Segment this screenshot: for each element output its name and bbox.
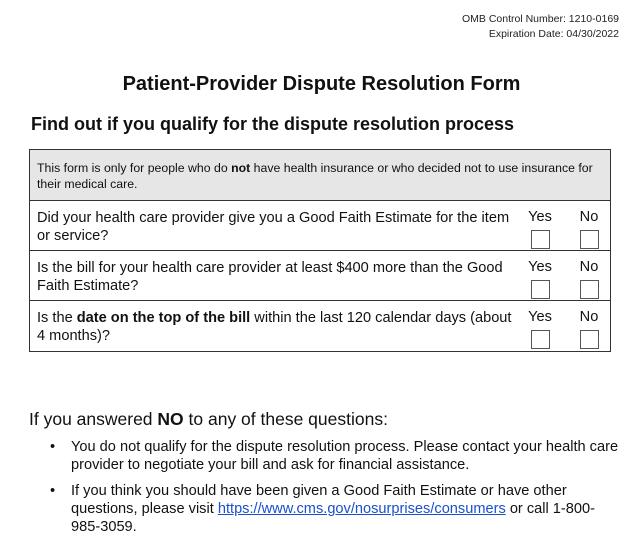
yes-label: Yes <box>528 309 552 325</box>
question-3-emphasis: date on the top of the bill <box>76 310 251 326</box>
guidance-list <box>50 438 620 544</box>
answered-no-post: to any of these questions: <box>183 409 388 429</box>
omb-control-number: OMB Control Number: 1210-0169 <box>462 13 619 25</box>
q3-yes-checkbox[interactable] <box>531 330 550 349</box>
q3-no-checkbox[interactable] <box>580 330 599 349</box>
q2-yes <box>522 259 558 299</box>
answered-no-heading <box>29 409 388 430</box>
answered-no-pre: If you answered <box>29 409 158 429</box>
no-label: No <box>579 309 599 325</box>
q2-no-checkbox[interactable] <box>580 280 599 299</box>
eligibility-table <box>29 149 611 352</box>
bullet-icon: • <box>50 483 56 499</box>
q1-no-checkbox[interactable] <box>580 230 599 249</box>
question-row-3 <box>30 301 610 351</box>
yes-label: Yes <box>528 259 552 275</box>
no-label: No <box>579 209 599 225</box>
bullet-1-text: You do not qualify for the dispute resolution process. Please contact your health care provider to negotiate your bill and ask for financial assistance. <box>71 439 619 473</box>
q3-yes <box>522 309 558 349</box>
list-item <box>50 438 620 474</box>
omb-info <box>462 12 619 42</box>
question-3-pre: Is the <box>37 310 77 326</box>
question-row-1 <box>30 201 610 251</box>
q2-yes-checkbox[interactable] <box>531 280 550 299</box>
bullet-2-pre: If you think you should have been given a Good Faith Estimate or have other questions, please visit <box>71 483 567 517</box>
question-row-2 <box>30 251 610 301</box>
q3-no <box>571 309 607 349</box>
question-2-text: Is the bill for your health care provider at least $400 more than the Good Faith Estimate? <box>37 260 503 294</box>
q1-yes <box>522 209 558 249</box>
yes-label: Yes <box>528 209 552 225</box>
q2-no <box>571 259 607 299</box>
bullet-2-post: or call 1-800-985-3059. <box>71 501 595 535</box>
notice-text-end: have health insurance or who decided not to use insurance for their medical care. <box>37 161 593 191</box>
notice-text: This form is only for people who do <box>37 161 232 175</box>
question-1-text: Did your health care provider give you a Good Faith Estimate for the item or service? <box>37 210 510 244</box>
notice-emphasis: not <box>231 161 251 175</box>
list-item <box>50 482 620 536</box>
q1-yes-checkbox[interactable] <box>531 230 550 249</box>
notice-banner <box>30 150 610 201</box>
q1-no <box>571 209 607 249</box>
question-3-text <box>37 309 517 345</box>
section-heading: Find out if you qualify for the dispute resolution process <box>31 114 515 134</box>
answered-no-emphasis: NO <box>157 409 184 429</box>
question-3-post: within the last 120 calendar days (about 4 months)? <box>37 310 512 344</box>
page-title: Patient-Provider Dispute Resolution Form <box>122 73 521 95</box>
no-label: No <box>579 259 599 275</box>
expiration-date: Expiration Date: 04/30/2022 <box>488 28 619 40</box>
bullet-icon: • <box>50 439 56 455</box>
cms-consumers-link[interactable]: https://www.cms.gov/nosurprises/consumers <box>217 501 506 517</box>
